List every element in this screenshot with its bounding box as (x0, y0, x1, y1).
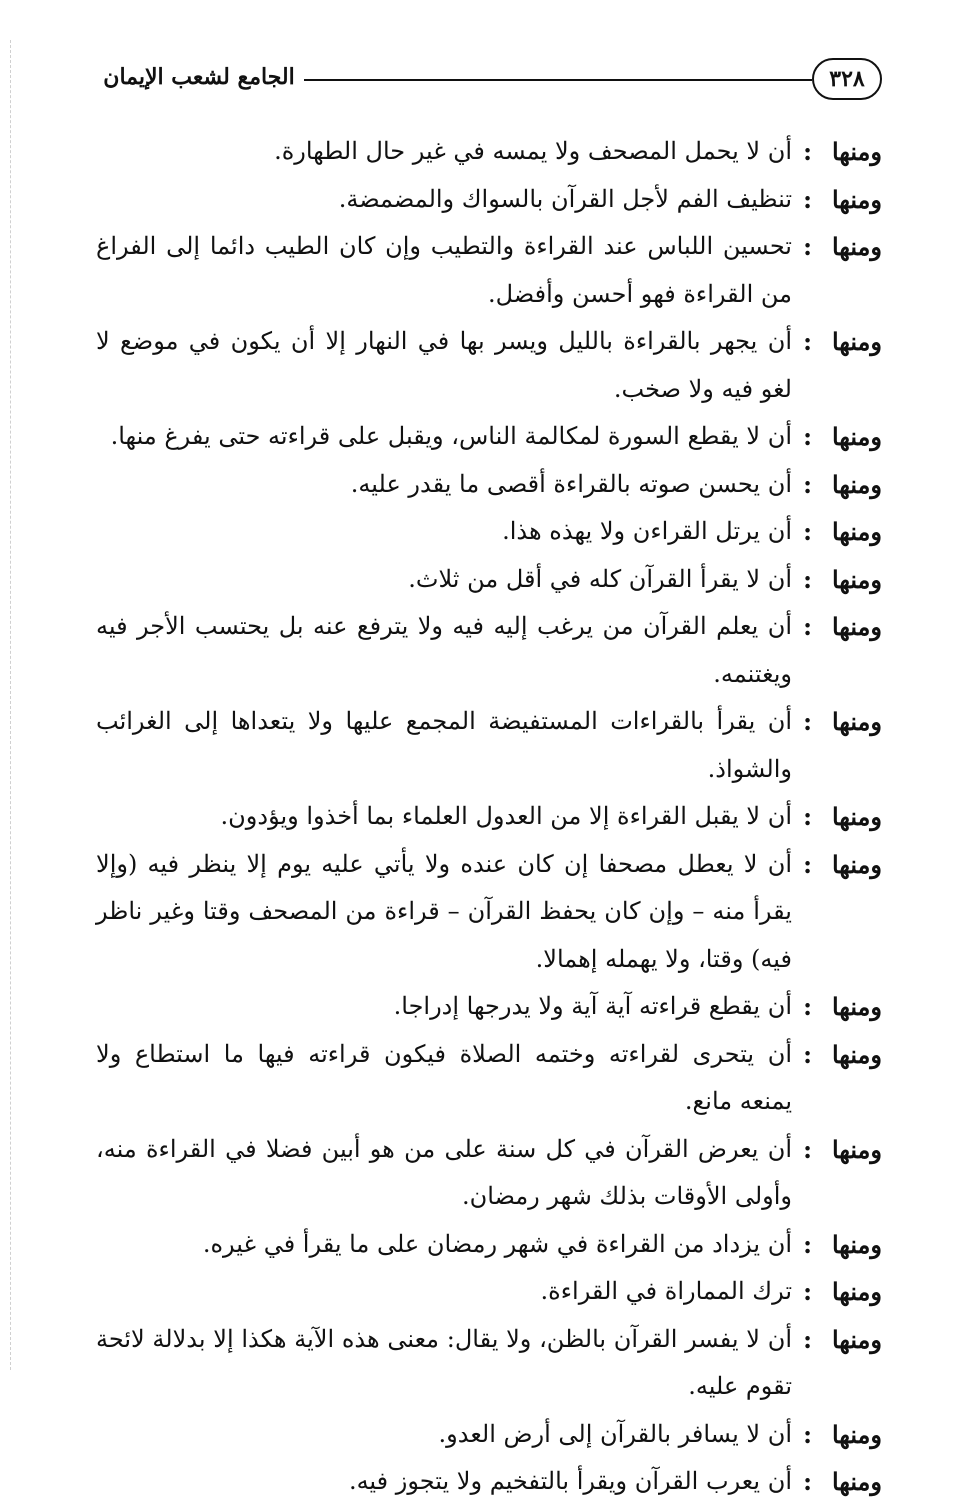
list-item (96, 1126, 882, 1221)
entry-text: أن يحسن صوته بالقراءة أقصى ما يقدر عليه. (350, 469, 792, 498)
entry-colon: : (803, 1419, 812, 1449)
list-item (96, 176, 882, 224)
entry-text: أن يرتل القراءن ولا يهذه هذا. (502, 517, 792, 545)
entry-text: أن يقطع قراءته آية آية ولا يدرجها إدراجا. (393, 992, 792, 1020)
entry-label: ومنها (831, 849, 882, 879)
entry-label: ومنها (831, 1039, 882, 1069)
list-item (96, 1268, 882, 1316)
list-item (96, 1221, 882, 1269)
entry-label: ومنها (831, 707, 882, 736)
entry-label: ومنها (831, 1134, 882, 1164)
page-content (96, 128, 882, 1506)
entry-text: تنظيف الفم لأجل القرآن بالسواك والمضمضة. (338, 184, 792, 213)
list-item (96, 1458, 882, 1506)
entry-label: ومنها (831, 1324, 882, 1354)
list-item (96, 793, 882, 841)
entry-colon: : (803, 1277, 812, 1306)
entry-colon: : (803, 1039, 812, 1069)
entry-text: أن لا يحمل المصحف ولا يمسه في غير حال الطهارة. (274, 137, 792, 165)
entry-text: ترك المماراة في القراءة. (540, 1277, 792, 1305)
entry-colon: : (803, 422, 812, 451)
entry-text: أن يجهر بالقراءة بالليل ويسر بها في النهار إلا أن يكون في موضع لا لغو فيه ولا صخب. (96, 327, 792, 403)
entry-text: أن لا يعطل مصحفا إن كان عنده ولا يأتي عليه يوم إلا ينظر فيه (وإلا يقرأ منه – وإن كان يحفظ القرآن – قراءة من المصحف وقتا وغير ناظر فيه) وقتا، ولا يهمله إهمالا. (96, 849, 792, 973)
page-number: ٣٢٨ (812, 58, 882, 100)
entry-text: أن يعرب القرآن ويقرأ بالتفخيم ولا يتجوز فيه. (348, 1467, 792, 1495)
entry-label: ومنها (831, 469, 882, 499)
entry-text: أن يتحرى لقراءته وختمه الصلاة فيكون قراءته فيها ما استطاع ولا يمنعه مانع. (96, 1039, 792, 1115)
list-item (96, 983, 882, 1031)
entry-label: ومنها (831, 137, 882, 166)
entry-colon: : (803, 612, 812, 641)
scan-edge (10, 40, 12, 1370)
entry-label: ومنها (831, 1229, 882, 1259)
entry-label: ومنها (831, 422, 882, 451)
entry-colon: : (803, 802, 812, 831)
entry-text: أن لا يسافر بالقرآن إلى أرض العدو. (438, 1419, 792, 1448)
entry-colon: : (803, 1229, 812, 1259)
list-item (96, 1031, 882, 1126)
entry-colon: : (803, 137, 812, 166)
entry-label: ومنها (831, 517, 882, 546)
entry-colon: : (803, 564, 812, 594)
entry-colon: : (803, 184, 812, 214)
entry-label: ومنها (831, 232, 882, 261)
entry-colon: : (803, 1134, 812, 1164)
entry-text: أن يقرأ بالقراءات المستفيضة المجمع عليها ولا يتعداها إلى الغرائب والشواذ. (96, 707, 792, 783)
entry-label: ومنها (831, 992, 882, 1021)
entry-colon: : (803, 849, 812, 879)
list-item (96, 318, 882, 413)
entry-label: ومنها (831, 1419, 882, 1449)
entry-label: ومنها (831, 612, 882, 641)
list-item (96, 1411, 882, 1459)
entry-colon: : (803, 992, 812, 1021)
list-item (96, 413, 882, 461)
entry-label: ومنها (831, 1467, 882, 1496)
list-item (96, 128, 882, 176)
entry-text: أن يعرض القرآن في كل سنة على من هو أبين فضلا في القراءة منه، وأولى الأوقات بذلك شهر رمضان. (96, 1134, 792, 1210)
entry-colon: : (803, 707, 812, 736)
entry-text: أن يزداد من القراءة في شهر رمضان على ما يقرأ في غيره. (202, 1229, 792, 1258)
list-item (96, 603, 882, 698)
list-item (96, 508, 882, 556)
list-item (96, 556, 882, 604)
entry-label: ومنها (831, 1277, 882, 1306)
entry-colon: : (803, 517, 812, 546)
entry-text: أن لا يقرأ القرآن كله في أقل من ثلاث. (408, 564, 792, 593)
entry-colon: : (803, 1324, 812, 1354)
entry-label: ومنها (831, 802, 882, 831)
entry-label: ومنها (831, 564, 882, 594)
page-header (96, 56, 882, 106)
list-item (96, 461, 882, 509)
list-item (96, 1316, 882, 1411)
header-rule (304, 79, 812, 81)
entry-colon: : (803, 232, 812, 261)
entry-colon: : (803, 327, 812, 356)
entry-colon: : (803, 1467, 812, 1496)
entry-colon: : (803, 469, 812, 499)
list-item (96, 223, 882, 318)
entry-label: ومنها (831, 184, 882, 214)
entry-text: أن لا يقبل القراءة إلا من العدول العلماء بما أخذوا ويؤدون. (220, 802, 792, 830)
list-item (96, 698, 882, 793)
entry-text: تحسين اللباس عند القراءة والتطيب وإن كان الطيب دائما إلى الفراغ من القراءة فهو أحسن وأفضل. (96, 232, 792, 308)
entry-text: أن لا يفسر القرآن بالظن، ولا يقال: معنى هذه الآية هكذا إلا بدلالة لائحة تقوم عليه. (96, 1324, 792, 1400)
list-item (96, 841, 882, 984)
entry-text: أن يعلم القرآن من يرغب إليه فيه ولا يترفع عنه بل يحتسب الأجر فيه ويغتنمه. (96, 612, 792, 688)
entry-label: ومنها (831, 327, 882, 356)
book-title: الجامع لشعب الإيمان (103, 64, 295, 90)
entry-text: أن لا يقطع السورة لمكالمة الناس، ويقبل على قراءته حتى يفرغ منها. (110, 422, 792, 450)
